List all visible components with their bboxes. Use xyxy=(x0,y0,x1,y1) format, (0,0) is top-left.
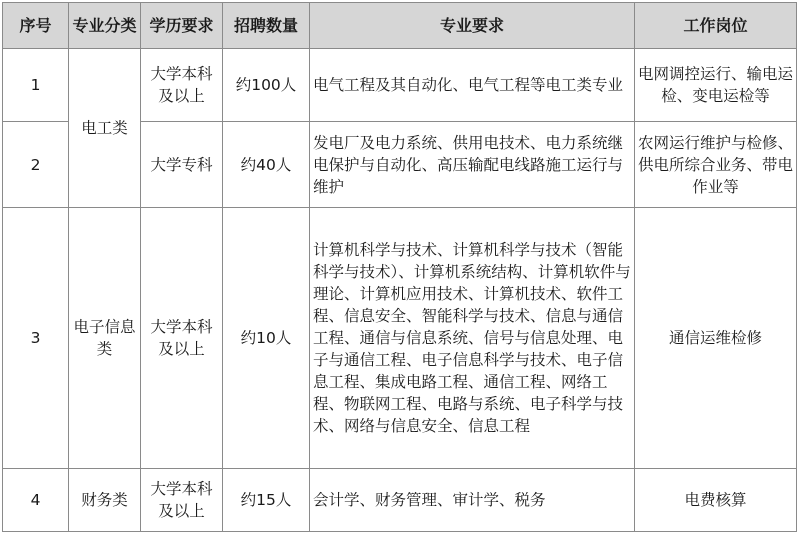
header-quantity: 招聘数量 xyxy=(223,3,310,49)
row-major: 发电厂及电力系统、供用电技术、电力系统继电保护与自动化、高压输配电线路施工运行与维护 xyxy=(310,122,635,208)
row-index: 2 xyxy=(3,122,69,208)
table-row xyxy=(3,469,797,532)
row-major: 会计学、财务管理、审计学、税务 xyxy=(310,469,635,532)
row-quantity: 约10人 xyxy=(223,208,310,469)
row-index: 4 xyxy=(3,469,69,532)
row-major: 计算机科学与技术、计算机科学与技术（智能科学与技术）、计算机系统结构、计算机软件与理论、计算机应用技术、计算机技术、软件工程、信息安全、智能科学与技术、信息与通信工程、通信与信息系统、信号与信息处理、电子与通信工程、电子信息科学与技术、电子信息工程、集成电路工程、通信工程、网络工程、物联网工程、电路与系统、电子科学与技术、网络与信息安全、信息工程 xyxy=(310,208,635,469)
header-major: 专业要求 xyxy=(310,3,635,49)
row-quantity: 约100人 xyxy=(223,49,310,122)
row-education: 大学本科及以上 xyxy=(141,208,223,469)
header-index: 序号 xyxy=(3,3,69,49)
recruitment-table xyxy=(2,2,797,532)
row-education: 大学本科及以上 xyxy=(141,49,223,122)
row-education: 大学本科及以上 xyxy=(141,469,223,532)
row-index: 3 xyxy=(3,208,69,469)
header-position: 工作岗位 xyxy=(635,3,797,49)
header-row xyxy=(3,3,797,49)
header-category: 专业分类 xyxy=(69,3,141,49)
row-quantity: 约15人 xyxy=(223,469,310,532)
row-category: 电子信息类 xyxy=(69,208,141,469)
row-position: 电费核算 xyxy=(635,469,797,532)
row-position: 农网运行维护与检修、供电所综合业务、带电作业等 xyxy=(635,122,797,208)
table-row xyxy=(3,208,797,469)
row-category: 财务类 xyxy=(69,469,141,532)
row-education: 大学专科 xyxy=(141,122,223,208)
row-category: 电工类 xyxy=(69,49,141,208)
table-row xyxy=(3,49,797,122)
header-education: 学历要求 xyxy=(141,3,223,49)
row-major: 电气工程及其自动化、电气工程等电工类专业 xyxy=(310,49,635,122)
row-quantity: 约40人 xyxy=(223,122,310,208)
row-position: 通信运维检修 xyxy=(635,208,797,469)
row-index: 1 xyxy=(3,49,69,122)
row-position: 电网调控运行、输电运检、变电运检等 xyxy=(635,49,797,122)
